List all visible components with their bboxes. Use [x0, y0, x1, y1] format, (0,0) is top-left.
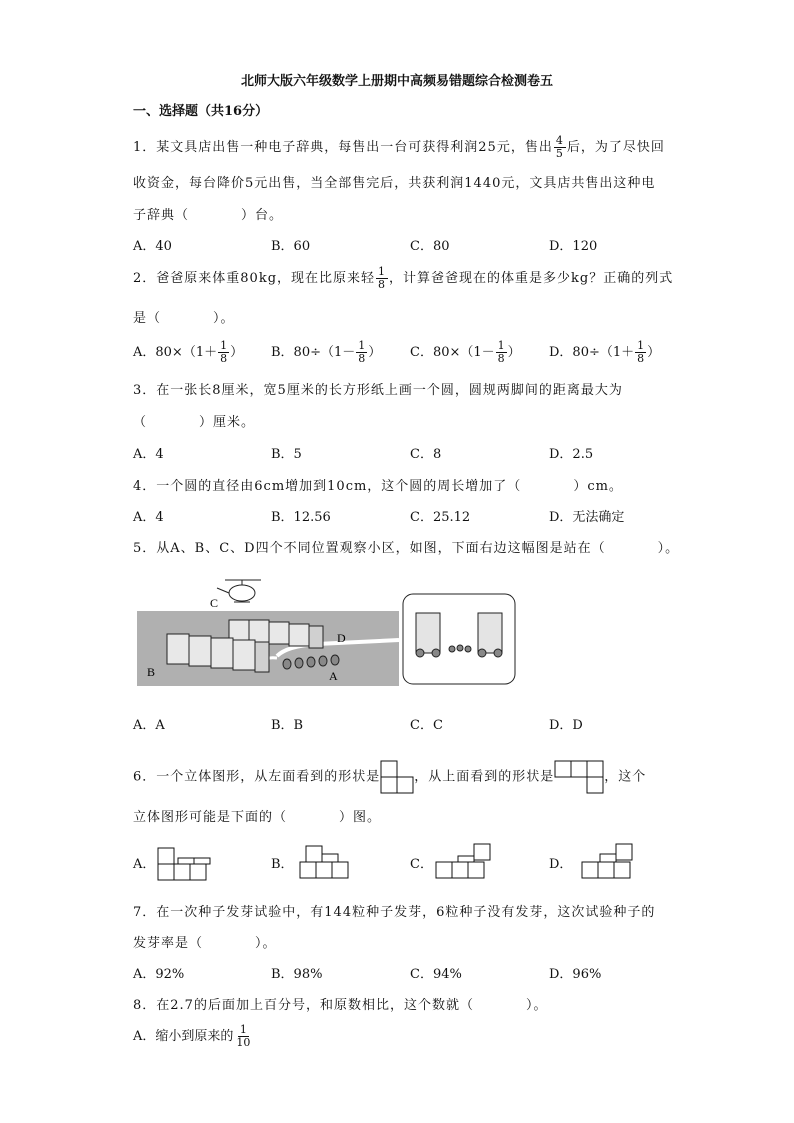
left-view-shape — [380, 760, 414, 794]
q6-option-d-figure — [578, 840, 640, 884]
q7-option-c[interactable]: C．94% — [410, 967, 462, 982]
view-figure — [402, 593, 516, 685]
q3-option-d[interactable]: D．2.5 — [549, 447, 594, 462]
q6-option-c[interactable]: C． — [410, 857, 433, 872]
label-b: B — [147, 665, 156, 679]
q6-option-a[interactable]: A． — [133, 857, 156, 872]
q3-option-b[interactable]: B．5 — [271, 447, 302, 462]
q5-option-c[interactable]: C．C — [410, 718, 443, 733]
q3-option-a[interactable]: A．4 — [133, 447, 164, 462]
q4-option-c[interactable]: C．25.12 — [410, 510, 471, 525]
q2-fraction: $\frac{1}{8}$ — [378, 265, 387, 291]
q1-line3: 子辞典（ ）台。 — [133, 208, 284, 223]
label-d: D — [337, 631, 346, 645]
q2-line2: 是（ ）。 — [133, 311, 235, 326]
q6-option-b[interactable]: B． — [271, 857, 294, 872]
q7-option-d[interactable]: D．96% — [549, 967, 602, 982]
top-view-shape — [554, 760, 604, 794]
section-heading: 一、选择题（共16分） — [133, 104, 269, 119]
q1-option-b[interactable]: B．60 — [271, 239, 311, 254]
label-c: C — [210, 596, 219, 610]
q4-line1: 4．一个圆的直径由6cm增加到10cm，这个圆的周长增加了（ ）cm。 — [133, 479, 623, 494]
q6-option-b-figure — [296, 840, 358, 884]
q6-line2: 立体图形可能是下面的（ ）图。 — [133, 810, 382, 825]
q1-option-d[interactable]: D．120 — [549, 239, 598, 254]
q7-line1: 7．在一次种子发芽试验中，有144粒种子发芽，6粒种子没有发芽，这次试验种子的 — [133, 905, 656, 920]
left-building — [416, 613, 440, 653]
q5-option-d[interactable]: D．D — [549, 718, 583, 733]
neighborhood-figure — [137, 568, 399, 686]
q5-option-a[interactable]: A．A — [133, 718, 165, 733]
q1-line2: 收资金，每台降价5元出售，当全部售完后，共获利润1440元，文具店共售出这种电 — [133, 176, 656, 191]
q8-line1: 8．在2.7的后面加上百分号，和原数相比，这个数就（ ）。 — [133, 998, 548, 1013]
q6-option-c-figure — [434, 840, 496, 884]
q4-option-b[interactable]: B．12.56 — [271, 510, 331, 525]
q5-option-b[interactable]: B．B — [271, 718, 304, 733]
q4-option-d[interactable]: D．无法确定 — [549, 510, 625, 525]
q3-option-c[interactable]: C．8 — [410, 447, 442, 462]
label-a: A — [329, 669, 338, 683]
q7-option-a[interactable]: A．92% — [133, 967, 185, 982]
q2-option-c[interactable]: C．80×（1－ $\frac{1}{8}$ ） — [410, 339, 521, 365]
q2-option-a[interactable]: A．80×（1＋ $\frac{1}{8}$ ） — [133, 339, 244, 365]
q2-line1: 2．爸爸原来体重80kg，现在比原来轻 $\frac{1}{8}$ ，计算爸爸现在的体重是多少kg？正确的列式 — [133, 265, 674, 291]
q1-fraction: $\frac{4}{5}$ — [555, 134, 564, 160]
q2-option-d[interactable]: D．80÷（1＋ $\frac{1}{8}$ ） — [549, 339, 661, 365]
page-title: 北师大版六年级数学上册期中高频易错题综合检测卷五 — [240, 74, 553, 89]
q1-line1: 1．某文具店出售一种电子辞典，每售出一台可获得利润25元，售出 $\frac{4}{5}$ 后，为了尽快回 — [133, 134, 665, 160]
q1-option-c[interactable]: C．80 — [410, 239, 450, 254]
right-building — [478, 613, 502, 653]
q3-line1: 3．在一张长8厘米，宽5厘米的长方形纸上画一个圆，圆规两脚间的距离最大为 — [133, 383, 623, 398]
q5-line1: 5．从A、B、C、D四个不同位置观察小区，如图，下面右边这幅图是站在（ ）。 — [133, 541, 680, 556]
q6-option-a-figure — [156, 840, 218, 884]
helicopter-icon — [217, 580, 261, 602]
q7-option-b[interactable]: B．98% — [271, 967, 323, 982]
q2-option-b[interactable]: B．80÷（1－ $\frac{1}{8}$ ） — [271, 339, 382, 365]
q6-option-d[interactable]: D． — [549, 857, 573, 872]
q1-option-a[interactable]: A．40 — [133, 239, 172, 254]
q3-line2: （ ）厘米。 — [133, 415, 256, 430]
q4-option-a[interactable]: A．4 — [133, 510, 164, 525]
q6-line1: 6．一个立体图形，从左面看到的形状是 ，从上面看到的形状是 ，这个 — [133, 760, 646, 794]
q8-option-a[interactable]: A．缩小到原来的 $\frac{1}{10}$ — [133, 1023, 251, 1049]
q7-line2: 发芽率是（ ）。 — [133, 936, 277, 951]
